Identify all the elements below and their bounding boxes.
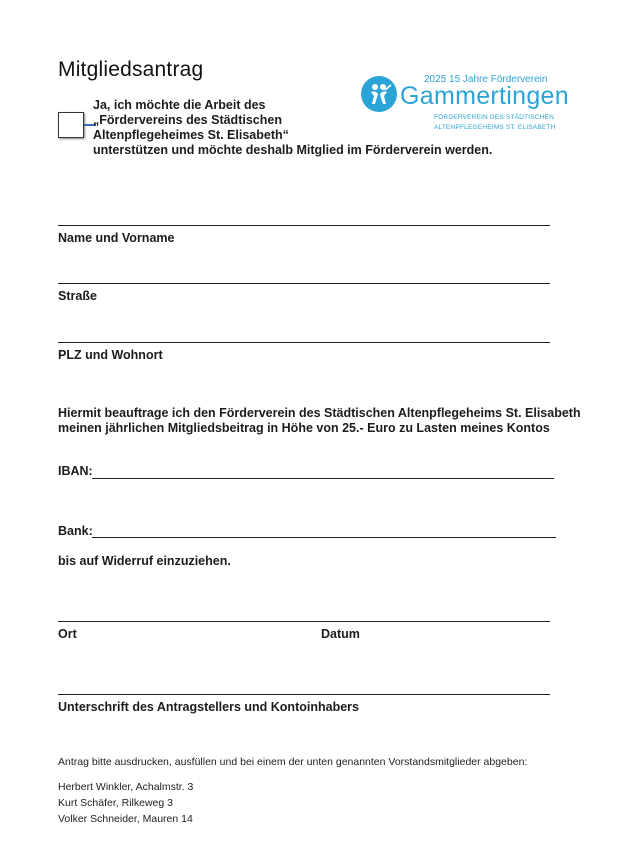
intro-line-4: unterstützen und möchte deshalb Mitglied im Förderverein werden. bbox=[93, 143, 493, 157]
page-title: Mitgliedsantrag bbox=[58, 58, 204, 81]
street-input-line[interactable] bbox=[58, 283, 550, 284]
signature-label: Unterschrift des Antragstellers und Kontoinhabers bbox=[58, 700, 359, 714]
place-date-input-line[interactable] bbox=[58, 621, 550, 622]
seniors-emblem-icon bbox=[361, 76, 397, 112]
intro-line-3: Altenpflegeheimes St. Elisabeth“ bbox=[93, 128, 289, 142]
intro-line-2: „Fördervereins des Städtischen bbox=[93, 113, 282, 127]
logo-subtitle-1: FÖRDERVEREIN DES STÄDTISCHEN bbox=[434, 114, 554, 121]
board-member: Volker Schneider, Mauren 14 bbox=[58, 813, 193, 825]
logo-anniversary: 2025 15 Jahre Förderverein bbox=[424, 74, 548, 85]
place-label: Ort bbox=[58, 627, 77, 641]
iban-label: IBAN: bbox=[58, 464, 93, 478]
name-input-line[interactable] bbox=[58, 225, 550, 226]
city-label: PLZ und Wohnort bbox=[58, 348, 163, 362]
mandate-amount: 25.- Euro bbox=[342, 421, 396, 435]
city-input-line[interactable] bbox=[58, 342, 550, 343]
logo-name: Gammertingen bbox=[400, 82, 569, 110]
mandate-closing: bis auf Widerruf einzuziehen. bbox=[58, 554, 231, 568]
board-member: Herbert Winkler, Achalmstr. 3 bbox=[58, 781, 194, 793]
mandate-line-1: Hiermit beauftrage ich den Förderverein des Städtischen Altenpflegeheims St. Elisabeth bbox=[58, 406, 581, 420]
bank-label: Bank: bbox=[58, 524, 93, 538]
signature-input-line[interactable] bbox=[58, 694, 550, 695]
mandate-suffix: zu Lasten meines Kontos bbox=[399, 421, 550, 435]
date-label: Datum bbox=[321, 627, 360, 641]
mandate-prefix: meinen jährlichen Mitgliedsbeitrag in Höhe von bbox=[58, 421, 339, 435]
membership-checkbox[interactable] bbox=[58, 112, 84, 138]
instructions: Antrag bitte ausdrucken, ausfüllen und bei einem der unten genannten Vorstandsmitglieder abgeben: bbox=[58, 756, 528, 768]
name-label: Name und Vorname bbox=[58, 231, 175, 245]
iban-input-line[interactable] bbox=[92, 478, 554, 479]
logo-subtitle-2: ALTENPFLEGEHEIMS ST. ELISABETH bbox=[434, 124, 556, 131]
board-member: Kurt Schäfer, Rilkeweg 3 bbox=[58, 797, 173, 809]
street-label: Straße bbox=[58, 289, 97, 303]
bank-input-line[interactable] bbox=[92, 537, 556, 538]
mandate-line-2 bbox=[58, 421, 550, 435]
intro-line-1: Ja, ich möchte die Arbeit des bbox=[93, 98, 266, 112]
